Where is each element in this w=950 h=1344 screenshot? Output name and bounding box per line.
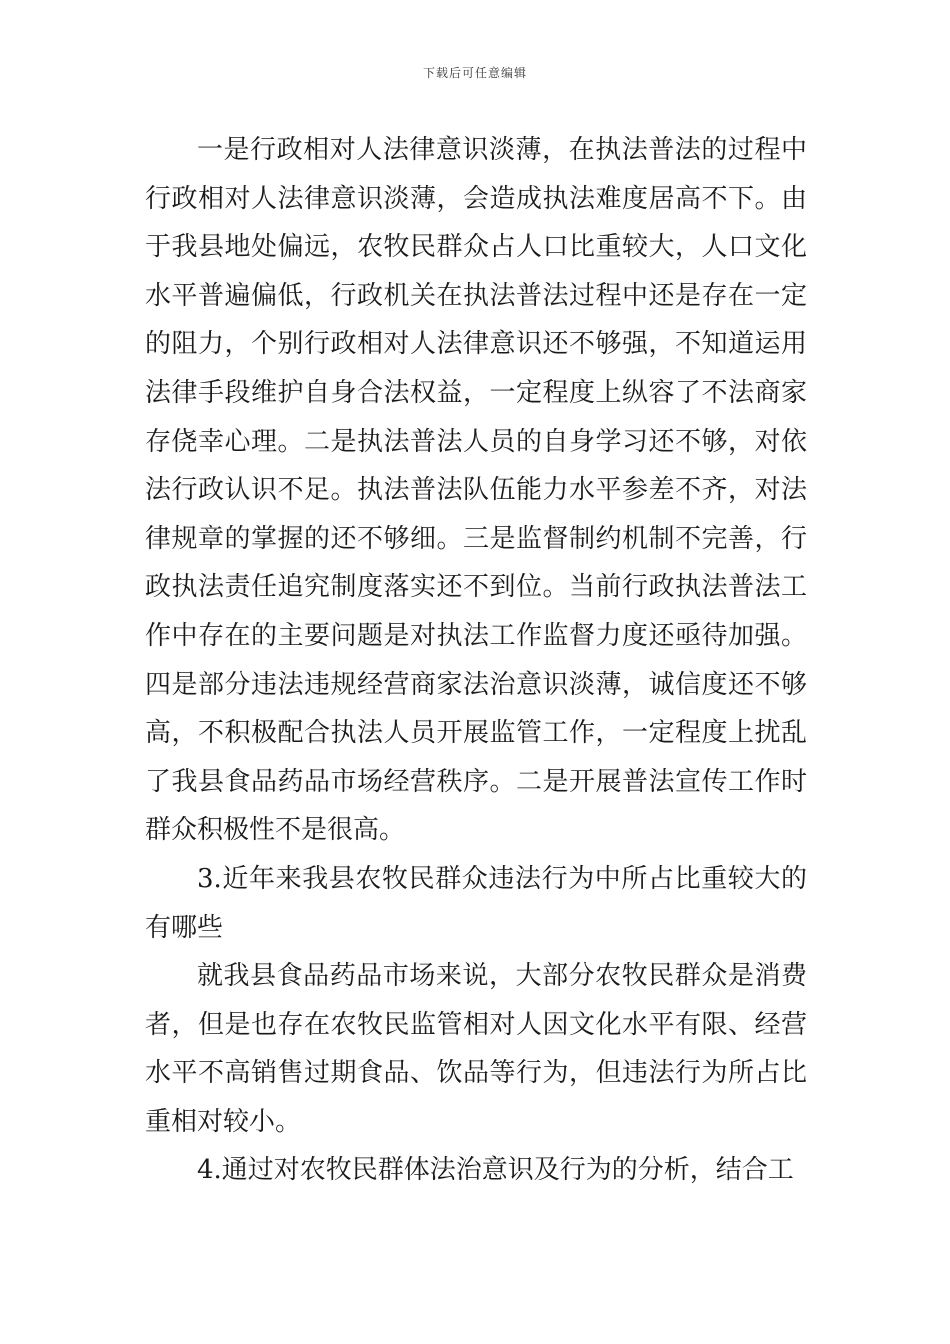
- paragraph-answer-3: 就我县食品药品市场来说，大部分农牧民群众是消费者，但是也存在农牧民监管相对人因文化水平有限、经营水平不高销售过期食品、饮品等行为，但违法行为所占比重相对较小。: [145, 961, 807, 1137]
- paragraph-question-4: 4.通过对农牧民群体法治意识及行为的分析，结合工: [197, 1155, 794, 1186]
- paragraph-question-3: 3.近年来我县农牧民群众违法行为中所占比重较大的有哪些: [145, 863, 807, 943]
- document-body: [145, 126, 807, 1195]
- page-header: 下载后可任意编辑: [422, 66, 527, 80]
- paragraph-problems: 一是行政相对人法律意识淡薄，在执法普法的过程中行政相对人法律意识淡薄，会造成执法难度居高不下。由于我县地处偏远，农牧民群众占人口比重较大，人口文化水平普遍偏低，行政机关在执法普法过程中还是存在一定的阻力，个别行政相对人法律意识还不够强，不知道运用法律手段维护自身合法权益，一定程度上纵容了不法商家存侥幸心理。二是执法普法人员的自身学习还不够，对依法行政认识不足。执法普法队伍能力水平参差不齐，对法律规章的掌握的还不够细。三是监督制约机制不完善，行政执法责任追究制度落实还不到位。当前行政执法普法工作中存在的主要问题是对执法工作监督力度还亟待加强。四是部分违法违规经营商家法治意识淡薄，诚信度还不够高，不积极配合执法人员开展监管工作，一定程度上扰乱了我县食品药品市场经营秩序。二是开展普法宣传工作时群众积极性不是很高。: [145, 135, 807, 846]
